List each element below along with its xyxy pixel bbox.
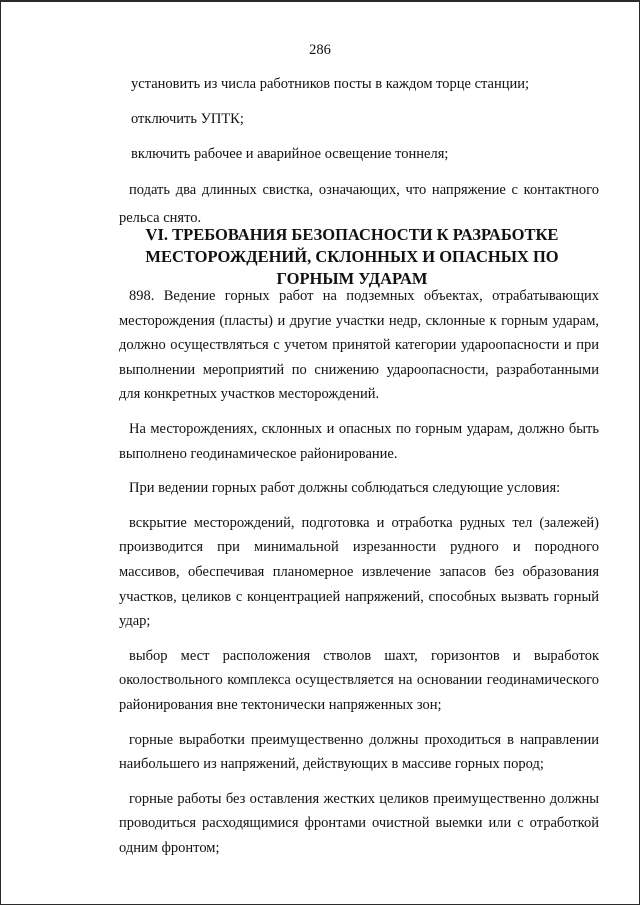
paragraph: вскрытие месторождений, подготовка и отработка рудных тел (залежей) производится при минимальной изрезанности рудного и породного массивов, обеспечивая планомерное извлечение запасов без образования участков, целиков с концентрацией напряжений, способных вызвать горный удар; <box>119 514 599 630</box>
page-number: 286 <box>309 42 331 58</box>
top-text-block <box>121 72 599 177</box>
paragraph: На месторождениях, склонных и опасных по горным ударам, должно быть выполнено геодинамическое районирование. <box>119 420 599 462</box>
paragraph: 898. Ведение горных работ на подземных объектах, отрабатывающих месторождения (пласты) и другие участки недр, склонные к горным ударам, должно осуществляться с учетом принятой категории удароопасности и при выполнении мероприятий по снижению удароопасности, разработанными для конкретных участков месторождений. <box>119 288 599 403</box>
paragraph: установить из числа работников посты в каждом торце станции; <box>131 76 530 92</box>
paragraph: подать два длинных свистка, означающих, что напряжение с контактного рельса снято. <box>119 182 599 226</box>
section-heading: VI. ТРЕБОВАНИЯ БЕЗОПАСНОСТИ К РАЗРАБОТКЕ МЕСТОРОЖДЕНИЙ, СКЛОННЫХ И ОПАСНЫХ ПО ГОРНЫМ УДАРАМ <box>145 225 559 288</box>
section-text-block <box>121 284 599 860</box>
paragraph: При ведении горных работ должны соблюдаться следующие условия: <box>129 480 561 497</box>
paragraph: выбор мест расположения стволов шахт, горизонтов и выработок околоствольного комплекса осуществляется на основании геодинамического районирования вне тектонически напряженных зон; <box>119 647 599 713</box>
paragraph: горные выработки преимущественно должны проходиться в направлении наибольшего из напряжений, действующих в массиве горных пород; <box>119 731 599 773</box>
paragraph: горные работы без оставления жестких целиков преимущественно должны проводиться расходящимися фронтами очистной выемки или с отработкой одним фронтом; <box>119 790 599 856</box>
paragraph: включить рабочее и аварийное освещение тоннеля; <box>131 146 449 162</box>
paragraph: отключить УПТК; <box>131 111 244 127</box>
